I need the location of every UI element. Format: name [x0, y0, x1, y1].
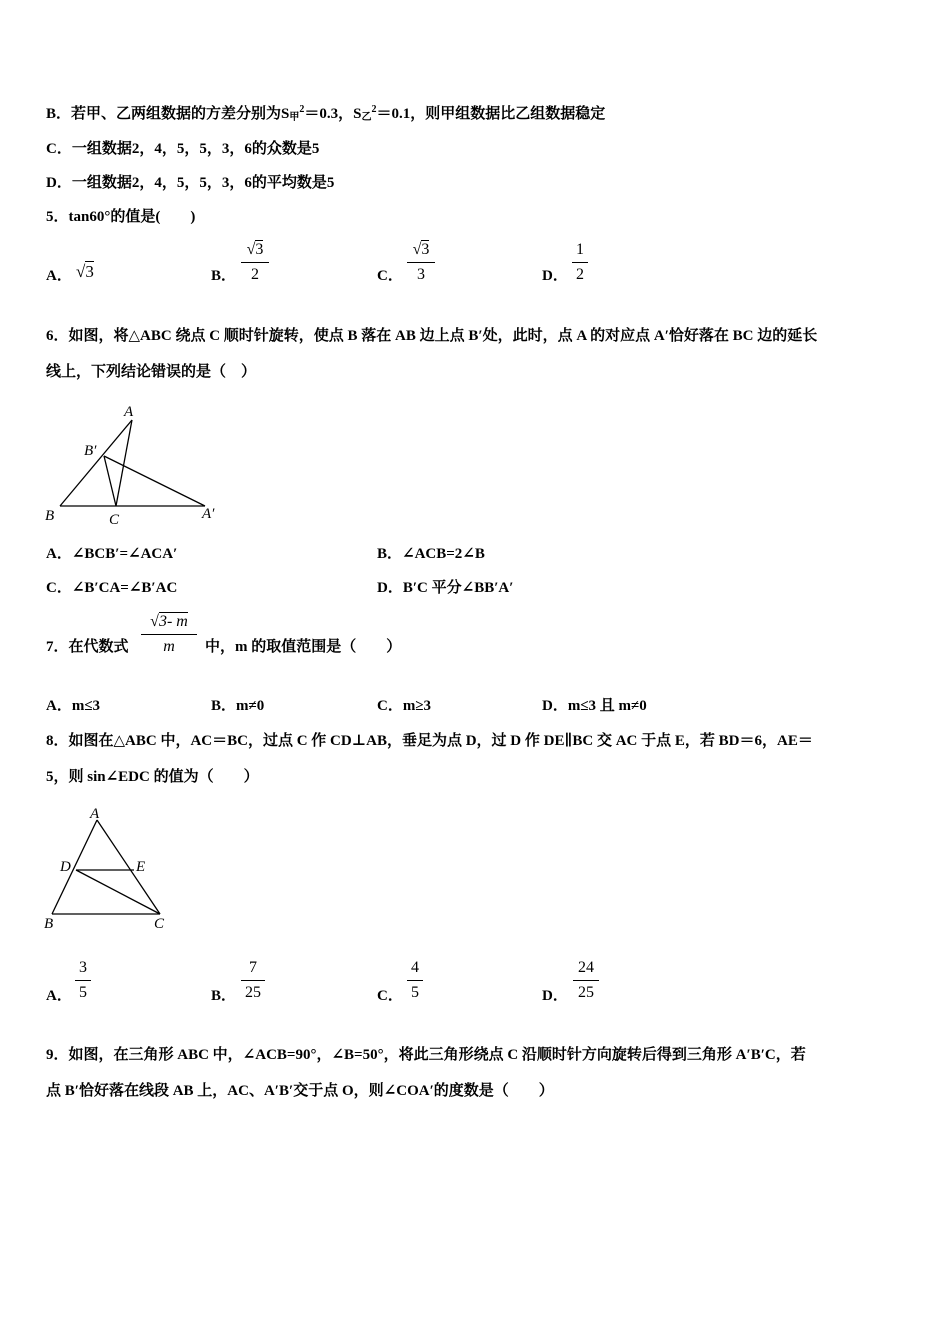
- q7-fraction: √3- m m: [141, 612, 197, 657]
- q6-segment-b1a1: [104, 456, 205, 506]
- q5-option-d-fraction: 1 2: [572, 240, 588, 285]
- q6-option-d: D．B′C 平分∠BB′A′: [377, 580, 514, 596]
- q6-stem-line2: 线上，下列结论错误的是（ ）: [46, 364, 257, 380]
- q8-figure: [40, 800, 180, 935]
- q6-label-b1: B′: [84, 443, 97, 459]
- q8-option-a-fraction: 3 5: [75, 958, 91, 1003]
- q8-segment-ab: [52, 820, 97, 914]
- q6-label-a1: A′: [202, 506, 215, 522]
- q6-label-c: C: [109, 512, 120, 528]
- q8-label-d: D: [60, 859, 71, 875]
- q5-option-b-fraction: √3 2: [241, 240, 269, 285]
- q8-option-b-label: B．: [211, 988, 237, 1004]
- q8-segment-ac: [97, 820, 160, 914]
- q8-option-a-label: A．: [46, 988, 72, 1004]
- q6-option-b: B．∠ACB=2∠B: [377, 546, 485, 562]
- q5-option-a-label: A．: [46, 268, 72, 284]
- q8-stem-line1: 8．如图在△ABC 中，AC＝BC，过点 C 作 CD⊥AB，垂足为点 D，过 D 作 DE∥BC 交 AC 于点 E，若 BD＝6，AE＝: [46, 733, 813, 749]
- q8-label-c: C: [154, 916, 165, 932]
- q8-option-b-fraction: 7 25: [241, 958, 265, 1003]
- q6-figure: [40, 400, 230, 530]
- q5-option-d-label: D．: [542, 268, 568, 284]
- q8-label-a: A: [90, 806, 100, 822]
- q5-stem: 5．tan60°的值是( ): [46, 209, 196, 225]
- q8-label-b: B: [44, 916, 54, 932]
- q6-stem-line1: 6．如图，将△ABC 绕点 C 顺时针旋转，使点 B 落在 AB 边上点 B′处，此时，点 A 的对应点 A′恰好落在 BC 边的延长: [46, 328, 818, 344]
- q7-option-b: B．m≠0: [211, 698, 265, 714]
- q8-option-d-label: D．: [542, 988, 568, 1004]
- q8-option-c-label: C．: [377, 988, 403, 1004]
- q6-option-c: C．∠B′CA=∠B′AC: [46, 580, 178, 596]
- q8-label-e: E: [136, 859, 146, 875]
- q7-stem-post: 中，m 的取值范围是（ ）: [205, 639, 402, 655]
- q6-segment-ab: [60, 420, 132, 506]
- q4-option-c: C．一组数据2，4，5，5，3，6的众数是5: [46, 141, 320, 157]
- q8-stem-line2: 5，则 sin∠EDC 的值为（ ）: [46, 769, 259, 785]
- q7-option-d: D．m≤3 且 m≠0: [542, 698, 647, 714]
- q6-segment-b1c: [104, 456, 116, 506]
- q5-option-c-fraction: √3 3: [407, 240, 435, 285]
- q5-option-c-label: C．: [377, 268, 403, 284]
- q6-label-a: A: [124, 404, 134, 420]
- q5-option-a-value: √3: [76, 262, 94, 281]
- q5-option-b-label: B．: [211, 268, 237, 284]
- q9-stem-line1: 9．如图，在三角形 ABC 中，∠ACB=90°，∠B=50°，将此三角形绕点 C 沿顺时针方向旋转后得到三角形 A′B′C，若: [46, 1047, 806, 1063]
- q7-option-a: A．m≤3: [46, 698, 101, 714]
- q6-option-a: A．∠BCB′=∠ACA′: [46, 546, 178, 562]
- q8-option-d-fraction: 24 25: [573, 958, 599, 1003]
- q4-option-d: D．一组数据2，4，5，5，3，6的平均数是5: [46, 175, 335, 191]
- q9-stem-line2: 点 B′恰好落在线段 AB 上，AC、A′B′交于点 O，则∠COA′的度数是（ ）: [46, 1083, 554, 1099]
- q8-option-c-fraction: 4 5: [407, 958, 423, 1003]
- q6-label-b: B: [45, 508, 55, 524]
- q4-option-b: B．若甲、乙两组数据的方差分别为$S_甲^2=0.3$，$S_乙^2=0.1$，则甲组数据比乙组数据稳定: [46, 104, 606, 123]
- q8-segment-dc: [76, 870, 160, 914]
- q7-stem-pre: 7．在代数式: [46, 639, 129, 655]
- q7-option-c: C．m≥3: [377, 698, 432, 714]
